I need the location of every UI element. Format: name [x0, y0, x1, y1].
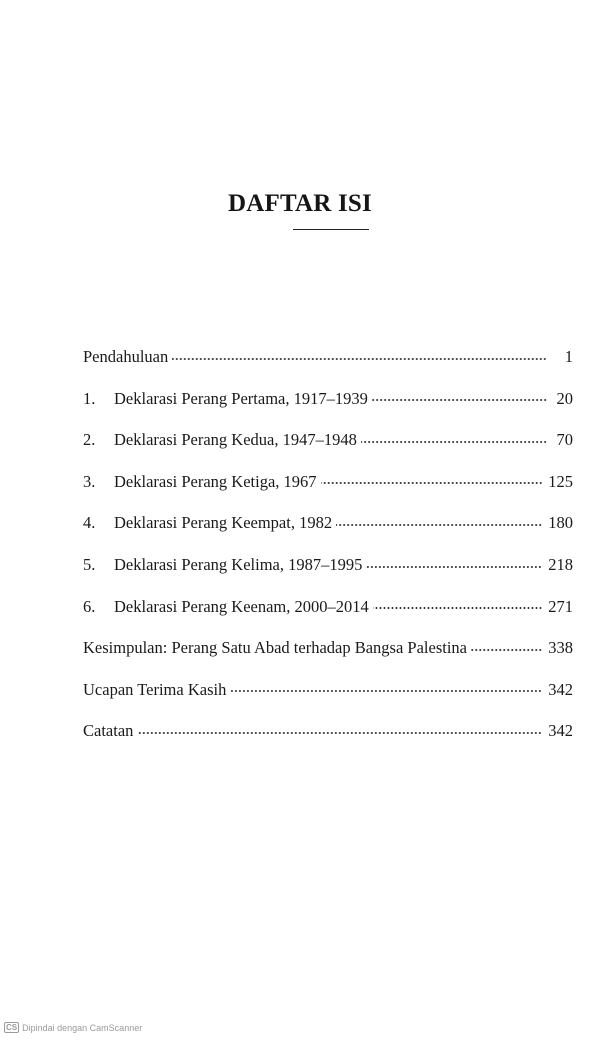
- title-underline: [293, 229, 369, 230]
- toc-leader-dots: [373, 605, 542, 611]
- scanner-watermark: [4, 1022, 142, 1033]
- toc-leader-dots: [172, 356, 547, 362]
- toc-entry-number: 3.: [83, 471, 96, 491]
- toc-entry-number: 2.: [83, 430, 96, 450]
- toc-entry-page: 338: [548, 638, 573, 658]
- page-title: DAFTAR ISI: [228, 190, 372, 217]
- toc-entry-page: 1: [564, 347, 573, 366]
- toc-leader-dots: [230, 688, 542, 694]
- toc-entry-chapter-6[interactable]: [83, 586, 573, 628]
- toc-entry-label: Deklarasi Perang Keempat, 1982: [114, 513, 333, 533]
- toc-entry-label: Kesimpulan: Perang Satu Abad terhadap Bangsa Palestina: [83, 638, 467, 658]
- toc-entry-chapter-2[interactable]: [83, 419, 573, 461]
- camscanner-logo-icon: CS: [6, 1023, 18, 1032]
- toc-entry-page: 342: [548, 721, 573, 741]
- toc-entry-chapter-5[interactable]: [83, 544, 573, 586]
- toc-entry-page: 125: [548, 471, 573, 491]
- toc-leader-dots: [137, 730, 542, 736]
- toc-entry-chapter-3[interactable]: [83, 461, 573, 503]
- toc-entry-label: Deklarasi Perang Kedua, 1947–1948: [114, 430, 357, 450]
- toc-entry-label: Deklarasi Perang Ketiga, 1967: [114, 471, 317, 491]
- toc-leader-dots: [361, 439, 547, 445]
- toc-entry-page: 20: [556, 388, 573, 408]
- toc-leader-dots: [471, 647, 542, 653]
- toc-entry-number: 1.: [83, 388, 96, 408]
- toc-entry-kesimpulan[interactable]: [83, 627, 573, 669]
- table-of-contents: [83, 336, 573, 752]
- toc-entry-number: 5.: [83, 554, 96, 574]
- toc-entry-page: 180: [548, 513, 573, 533]
- toc-entry-number: 4.: [83, 513, 96, 533]
- toc-entry-label: Catatan: [83, 721, 134, 741]
- toc-entry-page: 218: [548, 554, 573, 574]
- toc-entry-label: Deklarasi Perang Kelima, 1987–1995: [114, 554, 363, 574]
- toc-entry-pendahuluan[interactable]: [83, 336, 573, 378]
- toc-entry-label: Pendahuluan: [83, 347, 169, 366]
- toc-entry-label: Deklarasi Perang Pertama, 1917–1939: [114, 388, 368, 408]
- toc-leader-dots: [372, 397, 547, 403]
- toc-entry-label: Deklarasi Perang Keenam, 2000–2014: [114, 596, 369, 616]
- scanner-watermark-text: Dipindai dengan CamScanner: [22, 1022, 143, 1033]
- toc-entry-chapter-4[interactable]: [83, 502, 573, 544]
- toc-entry-page: 271: [548, 596, 573, 616]
- toc-entry-ucapan-terima-kasih[interactable]: [83, 669, 573, 711]
- toc-entry-catatan[interactable]: [83, 710, 573, 752]
- toc-entry-label: Ucapan Terima Kasih: [83, 679, 227, 699]
- toc-leader-dots: [336, 522, 542, 528]
- toc-entry-page: 70: [556, 430, 573, 450]
- toc-leader-dots: [321, 480, 543, 486]
- toc-entry-page: 342: [548, 679, 573, 699]
- toc-entry-chapter-1[interactable]: [83, 378, 573, 420]
- toc-entry-number: 6.: [83, 596, 96, 616]
- toc-leader-dots: [366, 564, 542, 570]
